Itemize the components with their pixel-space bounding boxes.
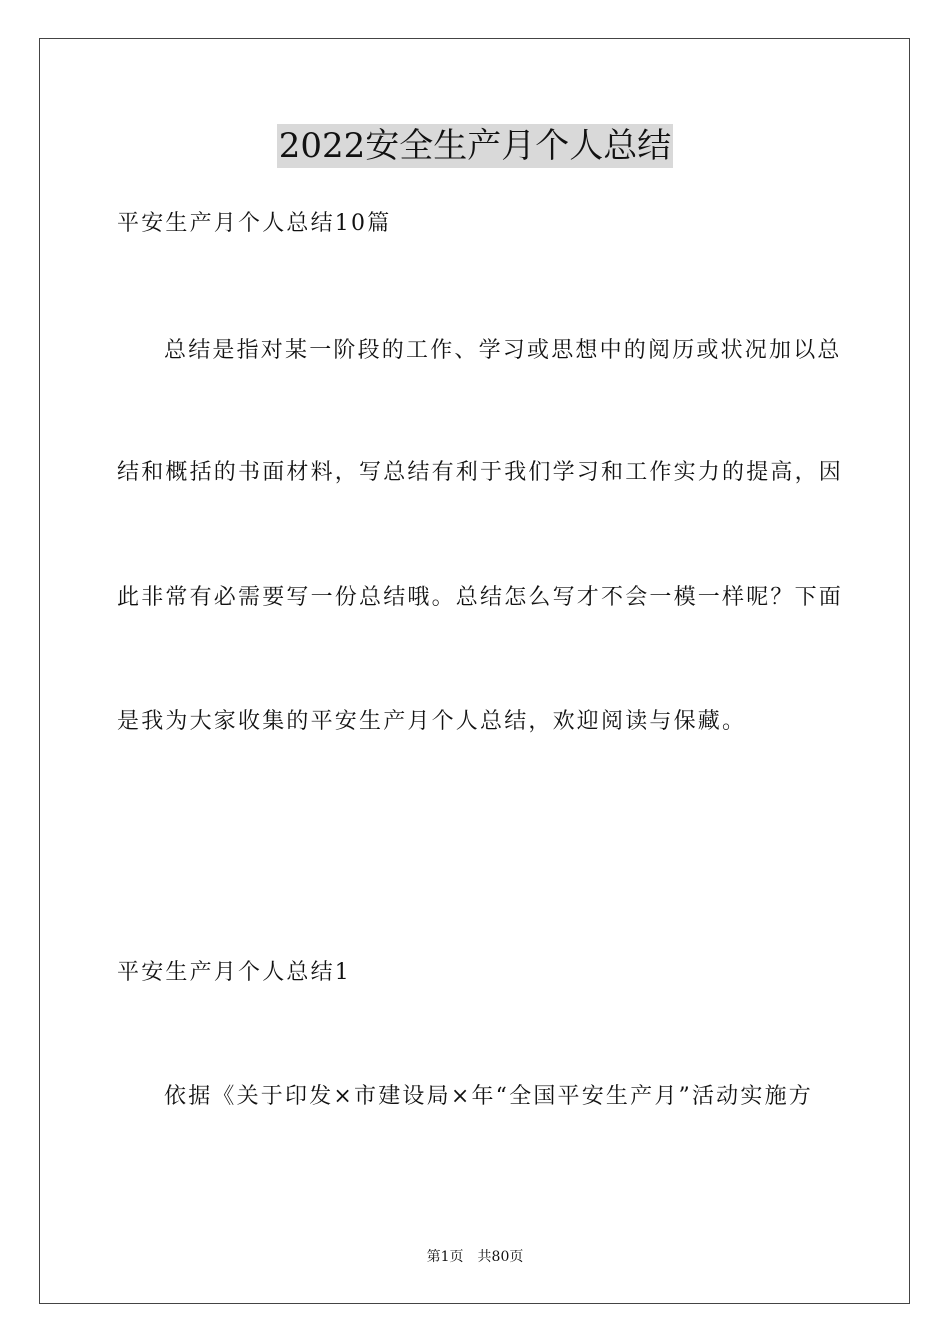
- page-footer: [0, 1248, 950, 1266]
- intro-line-4: 是我为大家收集的平安生产月个人总结，欢迎阅读与保藏。: [117, 709, 747, 734]
- page-number: 第1页: [426, 1249, 464, 1265]
- document-title: 2022安全生产月个人总结: [278, 126, 672, 166]
- section-heading: 平安生产月个人总结1: [117, 960, 351, 985]
- intro-line-2: 结和概括的书面材料，写总结有利于我们学习和工作实力的提高，因: [117, 460, 844, 485]
- intro-line-3: 此非常有必需要写一份总结哦。总结怎么写才不会一模一样呢？下面: [117, 585, 844, 610]
- section-paragraph-line-1: 依据《关于印发×市建设局×年“全国平安生产月”活动实施方: [164, 1084, 813, 1109]
- intro-line-1: 总结是指对某一阶段的工作、学习或思想中的阅历或状况加以总: [164, 338, 842, 363]
- total-pages: 共80页: [477, 1249, 524, 1265]
- title-container: [0, 124, 950, 168]
- document-subtitle: 平安生产月个人总结10篇: [117, 211, 392, 236]
